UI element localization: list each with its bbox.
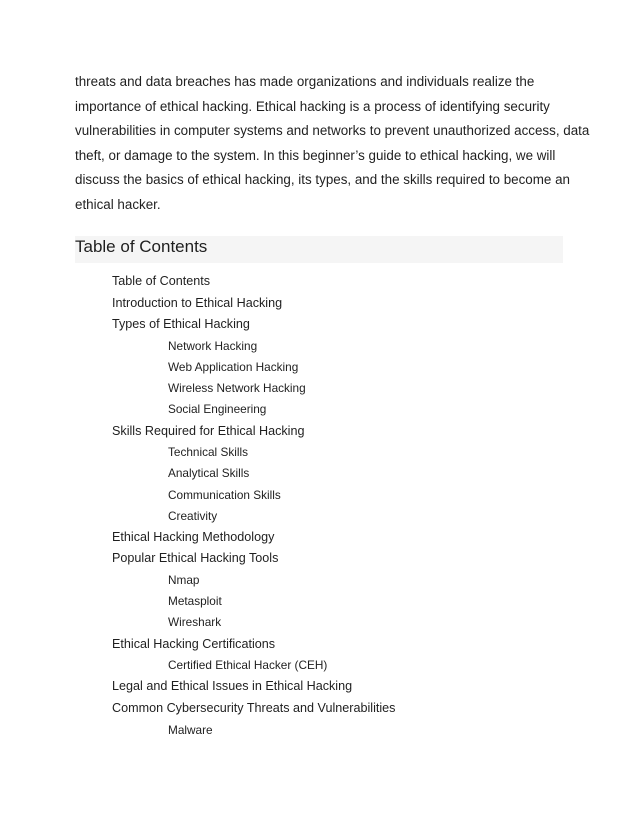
intro-line: vulnerabilities in computer systems and networks to prevent unauthorized access, data xyxy=(75,123,590,138)
toc-sublink[interactable]: Nmap xyxy=(168,573,200,588)
toc-sublink[interactable]: Malware xyxy=(168,722,213,737)
toc-sublink[interactable]: Wireshark xyxy=(168,615,222,630)
intro-line: theft, or damage to the system. In this beginner’s guide to ethical hacking, we will xyxy=(75,147,556,163)
toc-link[interactable]: Skills Required for Ethical Hacking xyxy=(112,423,305,438)
toc-sublink[interactable]: Web Application Hacking xyxy=(168,359,299,374)
intro-line: threats and data breaches has made organizations and individuals realize the xyxy=(75,74,535,89)
toc-sublink[interactable]: Creativity xyxy=(168,508,218,523)
intro-line: ethical hacker. xyxy=(75,196,161,212)
intro-line: discuss the basics of ethical hacking, its types, and the skills required to become an xyxy=(75,172,570,187)
intro-line: importance of ethical hacking. Ethical hacking is a process of identifying security xyxy=(75,98,550,114)
toc-sublink[interactable]: Communication Skills xyxy=(168,487,281,502)
toc-link[interactable]: Types of Ethical Hacking xyxy=(112,317,250,332)
toc-link[interactable]: Introduction to Ethical Hacking xyxy=(112,295,283,310)
toc-sublink[interactable]: Metasploit xyxy=(168,594,222,609)
intro-paragraph xyxy=(75,70,590,217)
toc-sublink[interactable]: Network Hacking xyxy=(168,338,258,353)
toc-sublink[interactable]: Certified Ethical Hacker (CEH) xyxy=(168,658,328,673)
toc-link[interactable]: Ethical Hacking Certifications xyxy=(112,636,276,651)
toc-link[interactable]: Common Cybersecurity Threats and Vulnerabilities xyxy=(112,701,396,715)
toc-link[interactable]: Table of Contents xyxy=(112,274,211,288)
toc-sublink[interactable]: Wireless Network Hacking xyxy=(168,381,306,396)
toc-sublink[interactable]: Social Engineering xyxy=(168,402,267,417)
toc-sublink[interactable]: Technical Skills xyxy=(168,445,248,460)
toc-link[interactable]: Popular Ethical Hacking Tools xyxy=(112,551,279,566)
table-of-contents xyxy=(0,271,395,741)
toc-link[interactable]: Legal and Ethical Issues in Ethical Hacking xyxy=(112,679,353,694)
toc-sublink[interactable]: Analytical Skills xyxy=(168,466,250,481)
toc-link[interactable]: Ethical Hacking Methodology xyxy=(112,529,275,544)
toc-heading: Table of Contents xyxy=(75,236,563,263)
